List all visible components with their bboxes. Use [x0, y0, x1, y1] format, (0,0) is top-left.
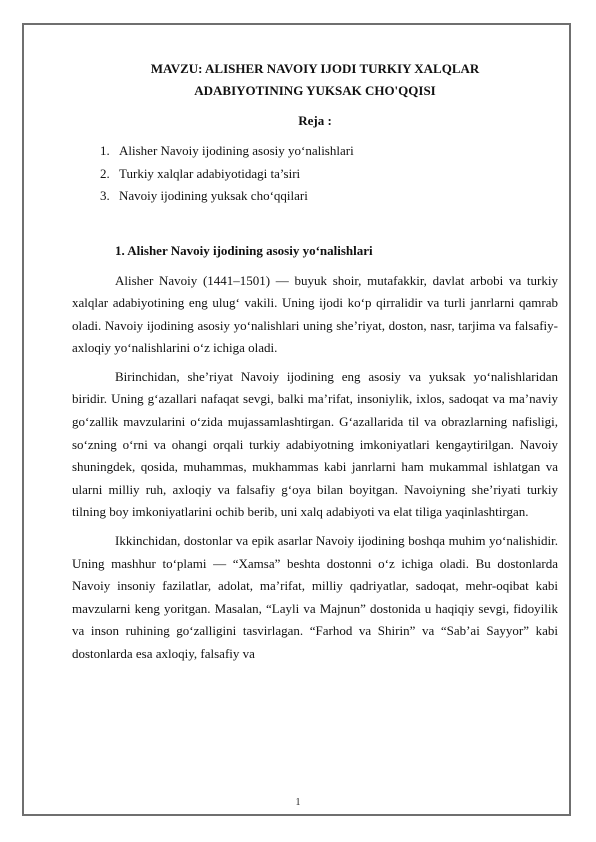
plan-item-number: 1.: [100, 143, 110, 158]
document-content: [72, 58, 558, 672]
title-line-1: MAVZU: ALISHER NAVOIY IJODI TURKIY XALQLAR: [150, 61, 480, 76]
title-line-2: ADABIYOTINING YUKSAK CHO'QQISI: [194, 83, 436, 98]
page-number: 1: [295, 797, 301, 808]
plan-item: [72, 140, 558, 163]
plan-heading: Reja :: [298, 113, 332, 128]
plan-item: [72, 163, 558, 186]
section-heading: 1. Alisher Navoiy ijodining asosiy yo‘nalishlari: [115, 242, 373, 258]
paragraph: Birinchidan, she’riyat Navoiy ijodining eng asosiy va yuksak yo‘nalishlaridan biridir. Uning g‘azallari nafaqat sevgi, balki ma’rifat, insoniylik, ixlos, sadoqat va ma’naviy go‘zallik mavzularini o‘zida mujassamlashtirgan. G‘azallarida til va obrazlarning nafisligi, so‘zning o‘rni va ohangi orqali turkiy adabiyotning imkoniyatlari kengaytirilgan. Navoiy shuningdek, qosida, muhammas, mukhammas kabi janrlarni ham mukammal ishlatgan va ularni milliy ruh, axloqiy va falsafiy g‘oya bilan boyitgan. Navoiyning she’riyati turkiy tilning boy imkoniyatlarini ochib berib, uni xalq adabiyoti va elat tiliga yaqinlashtirgan.: [72, 368, 558, 520]
plan-item-number: 3.: [100, 188, 110, 203]
plan-item: [72, 185, 558, 208]
plan-list: [72, 140, 558, 208]
plan-item-text: Navoiy ijodining yuksak cho‘qqilari: [119, 188, 308, 203]
paragraph: Alisher Navoiy (1441–1501) — buyuk shoir, mutafakkir, davlat arbobi va turkiy xalqlar adabiyotining eng ulug‘ vakili. Uning ijodi ko‘p qirralidir va turli janrlarni qamrab oladi. Navoiy ijodining asosiy yo‘nalishlari uning she’riyat, doston, nasr, tarjima va falsafiy-axloqiy yo‘nalishlarini o‘z ichiga oladi.: [72, 272, 558, 356]
document-title: [72, 58, 558, 102]
plan-item-number: 2.: [100, 165, 110, 181]
plan-item-text: Alisher Navoiy ijodining asosiy yo‘nalishlari: [119, 143, 354, 158]
plan-item-text: Turkiy xalqlar adabiyotidagi ta’siri: [119, 165, 301, 181]
paragraph: Ikkinchidan, dostonlar va epik asarlar Navoiy ijodining boshqa muhim yo‘nalishidir. Uning mashhur to‘plami — “Xamsa” beshta dostonni o‘z ichiga oladi. Bu dostonlarda Navoiy insoniy fazilatlar, adolat, ma’rifat, milliy qadriyatlar, sadoqat, mehr-oqibat kabi mavzularni keng yoritgan. Masalan, “Layli va Majnun” dostonida u haqiqiy sevgi, fidoyilik va inson ruhining go‘zalligini tasvirlagan. “Farhod va Shirin” va “Sab’ai Sayyor” kabi dostonlarda esa axloqiy, falsafiy va: [72, 533, 558, 661]
